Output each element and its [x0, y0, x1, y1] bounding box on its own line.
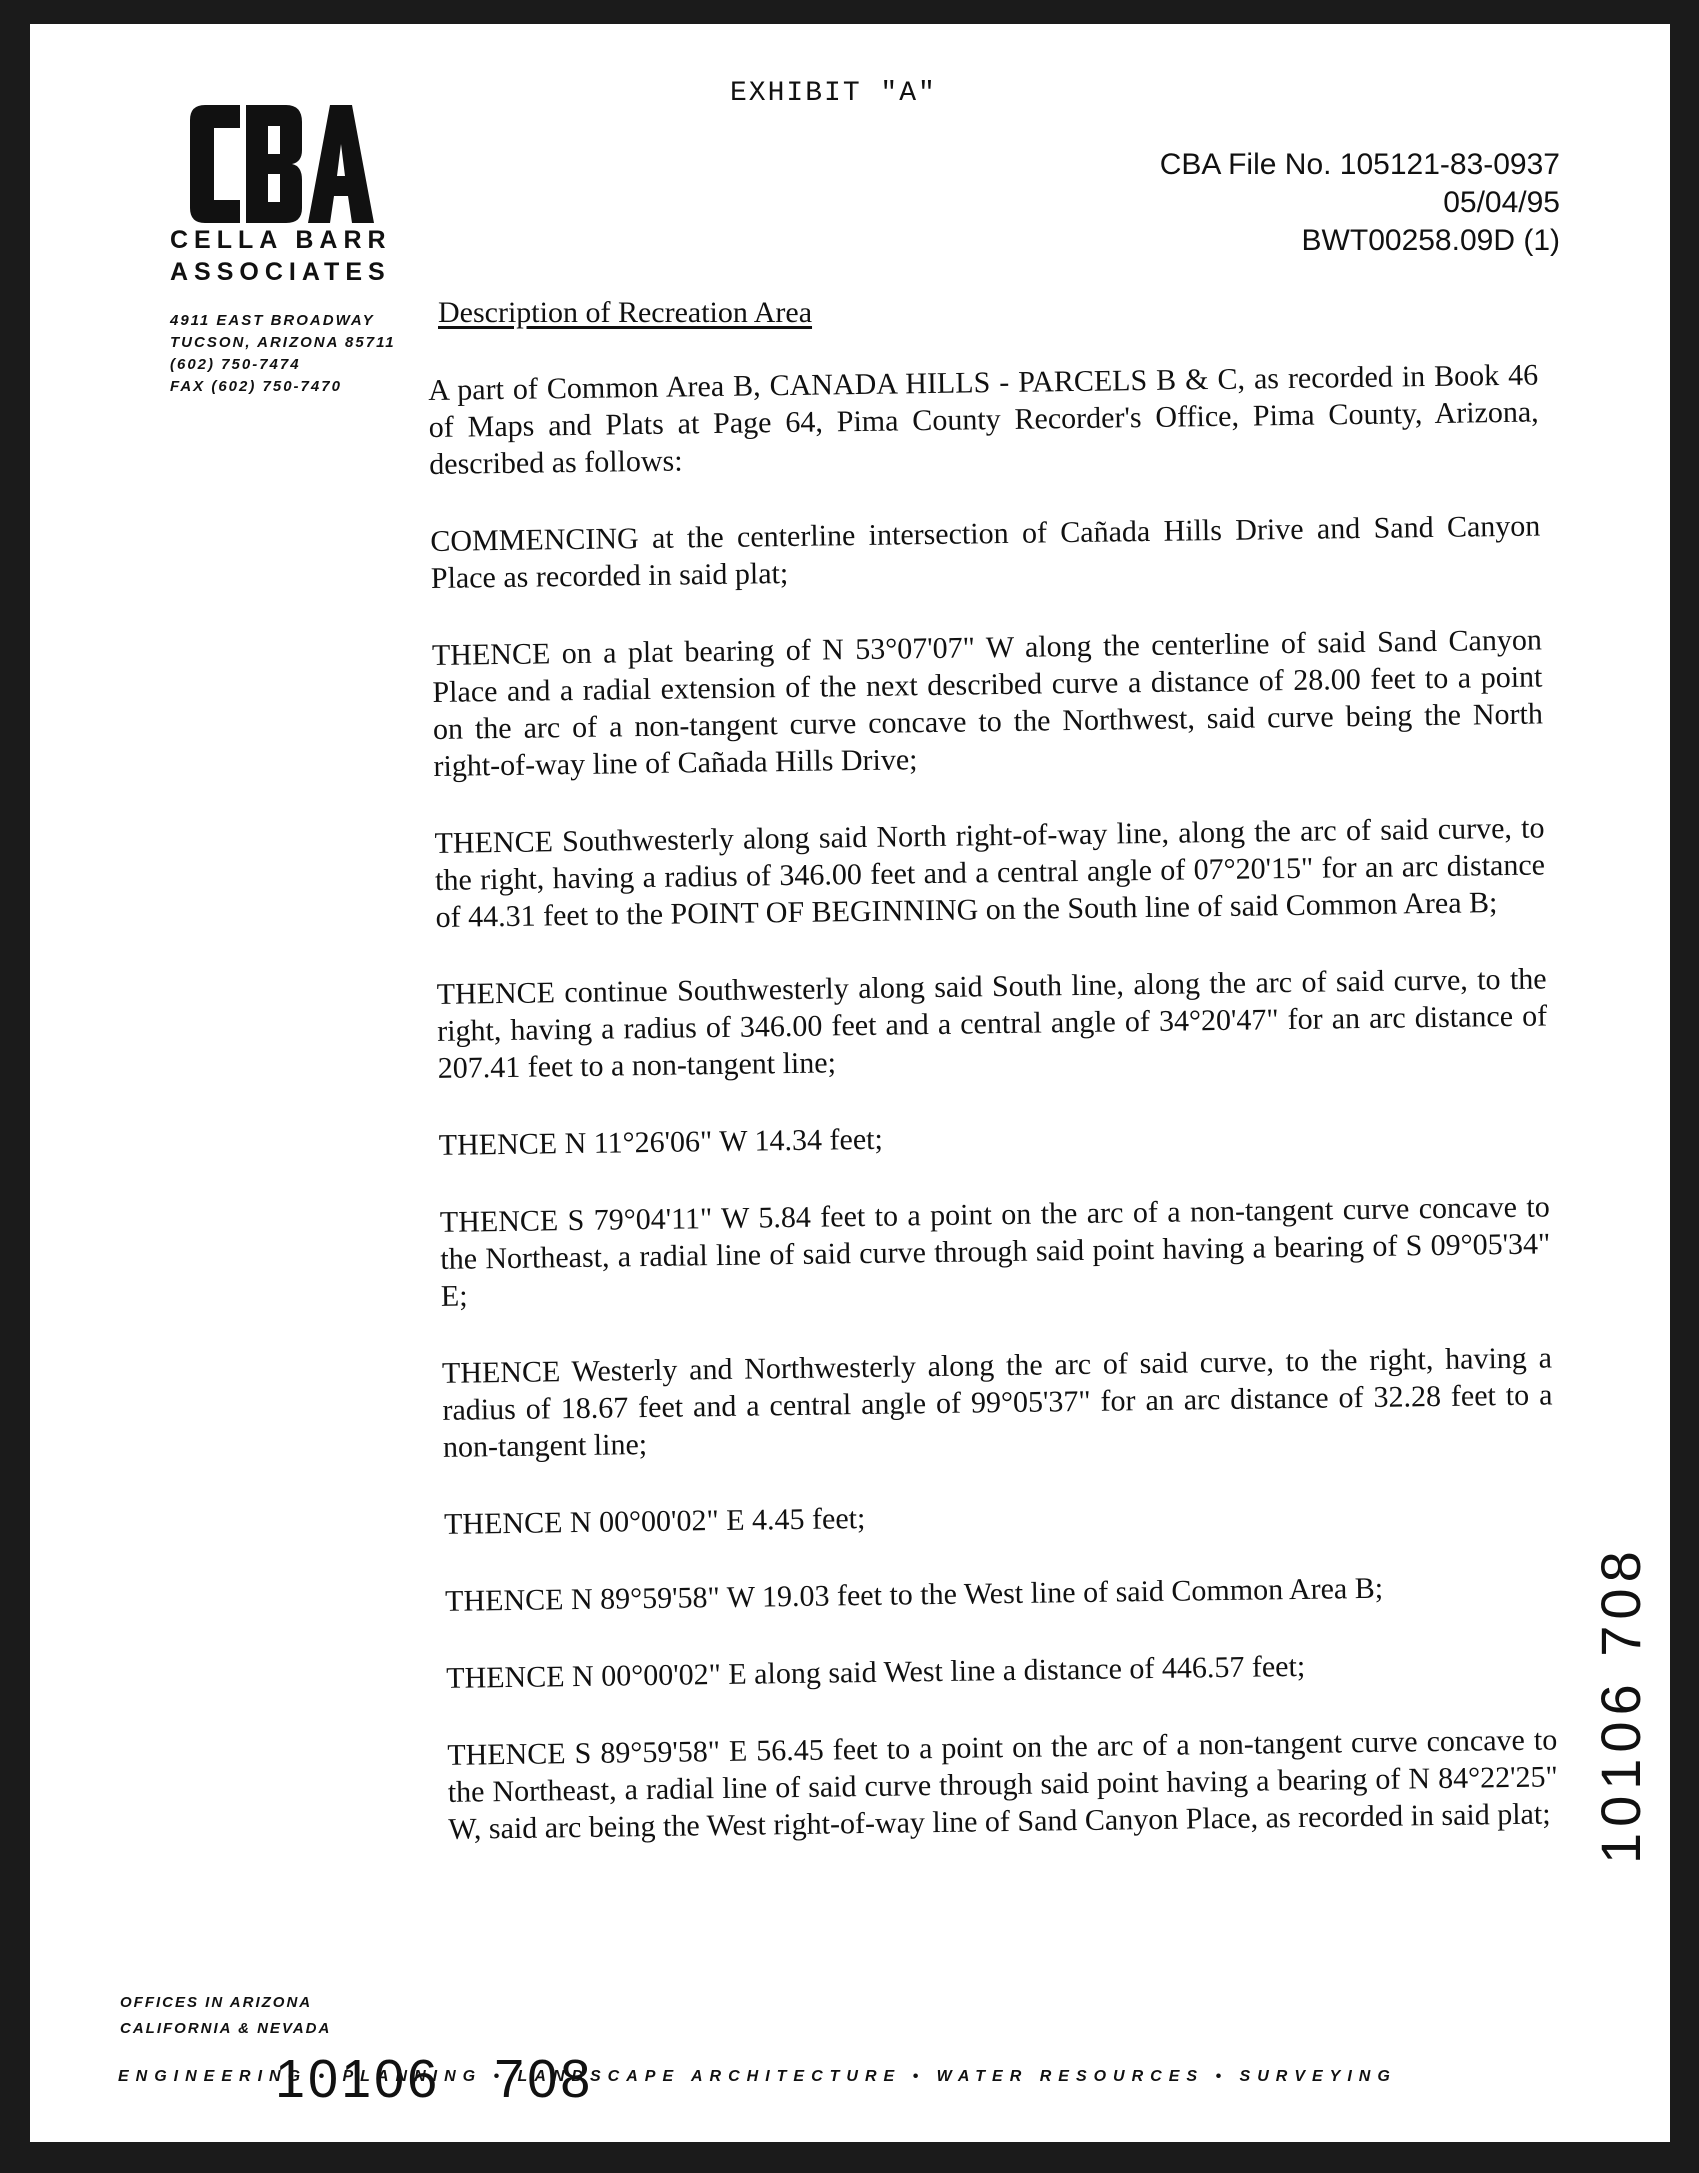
- address-line: 4911 EAST BROADWAY: [170, 312, 375, 329]
- paragraph: COMMENCING at the centerline intersection of Cañada Hills Drive and Sand Canyon Place as recorded in said plat;: [430, 509, 1541, 595]
- services-footer: ENGINEERING • PLANNING • LANDSCAPE ARCHITECTURE • WATER RESOURCES • SURVEYING: [118, 2068, 1397, 2085]
- address-line: FAX (602) 750-7470: [170, 378, 342, 395]
- file-info: [1160, 146, 1560, 260]
- company-address: [170, 310, 430, 398]
- document-page: [30, 24, 1670, 2142]
- paragraph: A part of Common Area B, CANADA HILLS - PARCELS B & C, as recorded in Book 46 of Maps and Plats at Page 64, Pima County Recorder's Office, Pima County, Arizona, described as follows:: [428, 358, 1539, 481]
- file-reference: BWT00258.09D (1): [1301, 224, 1560, 257]
- bottom-recording-stamp: 10106 708: [275, 2049, 594, 2109]
- offices-note: [120, 1990, 331, 2042]
- exhibit-title: EXHIBIT "A": [730, 78, 937, 109]
- company-name: [170, 224, 430, 288]
- address-line: (602) 750-7474: [170, 356, 301, 373]
- offices-line: CALIFORNIA & NEVADA: [120, 2020, 332, 2037]
- legal-description: [428, 357, 1559, 1888]
- paragraph: THENCE S 89°59'58" E 56.45 feet to a point on the arc of a non-tangent curve concave to the Northeast, a radial line of said curve through said point having a bearing of N 84°22'25" W, said arc being the West right-of-way line of Sand Canyon Place, as recorded in said plat;: [447, 1723, 1558, 1846]
- company-name-line1: CELLA BARR: [170, 226, 392, 254]
- paragraph: THENCE continue Southwesterly along said South line, along the arc of said curve, to the right, having a radius of 346.00 feet and a central angle of 34°20'47" for an arc distance of 207.41 feet to a non-tangent line;: [436, 962, 1548, 1085]
- paragraph: THENCE Southwesterly along said North right-of-way line, along the arc of said curve, to the right, having a radius of 346.00 feet and a central angle of 07°20'15" for an arc distance of 44.31 feet to the POINT OF BEGINNING on the South line of said Common Area B;: [434, 811, 1546, 934]
- file-date: 05/04/95: [1443, 186, 1560, 219]
- paragraph: THENCE N 00°00'02" E 4.45 feet;: [443, 1502, 866, 1541]
- paragraph: THENCE N 89°59'58" W 19.03 feet to the West line of said Common Area B;: [444, 1571, 1384, 1618]
- offices-line: OFFICES IN ARIZONA: [120, 1994, 313, 2011]
- cba-logo-icon: [180, 100, 380, 230]
- paragraph: THENCE N 00°00'02" E along said West line a distance of 446.57 feet;: [446, 1649, 1306, 1695]
- paragraph: THENCE S 79°04'11" W 5.84 feet to a point on the arc of a non-tangent curve concave to the Northeast, a radial line of said curve through said point having a bearing of S 09°05'34" E;: [439, 1190, 1551, 1313]
- company-name-line2: ASSOCIATES: [170, 258, 391, 286]
- side-recording-stamp: 10106 708: [1589, 1545, 1652, 1864]
- address-line: TUCSON, ARIZONA 85711: [170, 334, 396, 351]
- paragraph: THENCE Westerly and Northwesterly along the arc of said curve, to the right, having a radius of 18.67 feet and a central angle of 99°05'37" for an arc distance of 32.28 feet to a non-tangent line;: [441, 1341, 1553, 1464]
- paragraph: THENCE N 11°26'06" W 14.34 feet;: [438, 1122, 884, 1162]
- file-number: CBA File No. 105121-83-0937: [1159, 148, 1560, 181]
- section-heading: Description of Recreation Area: [438, 296, 813, 329]
- paragraph: THENCE on a plat bearing of N 53°07'07" W along the centerline of said Sand Canyon Place and a radial extension of the next described curve a distance of 28.00 feet to a point on the arc of a non-tangent curve concave to the Northwest, said curve being the North right-of-way line of Cañada Hills Drive;: [431, 623, 1544, 783]
